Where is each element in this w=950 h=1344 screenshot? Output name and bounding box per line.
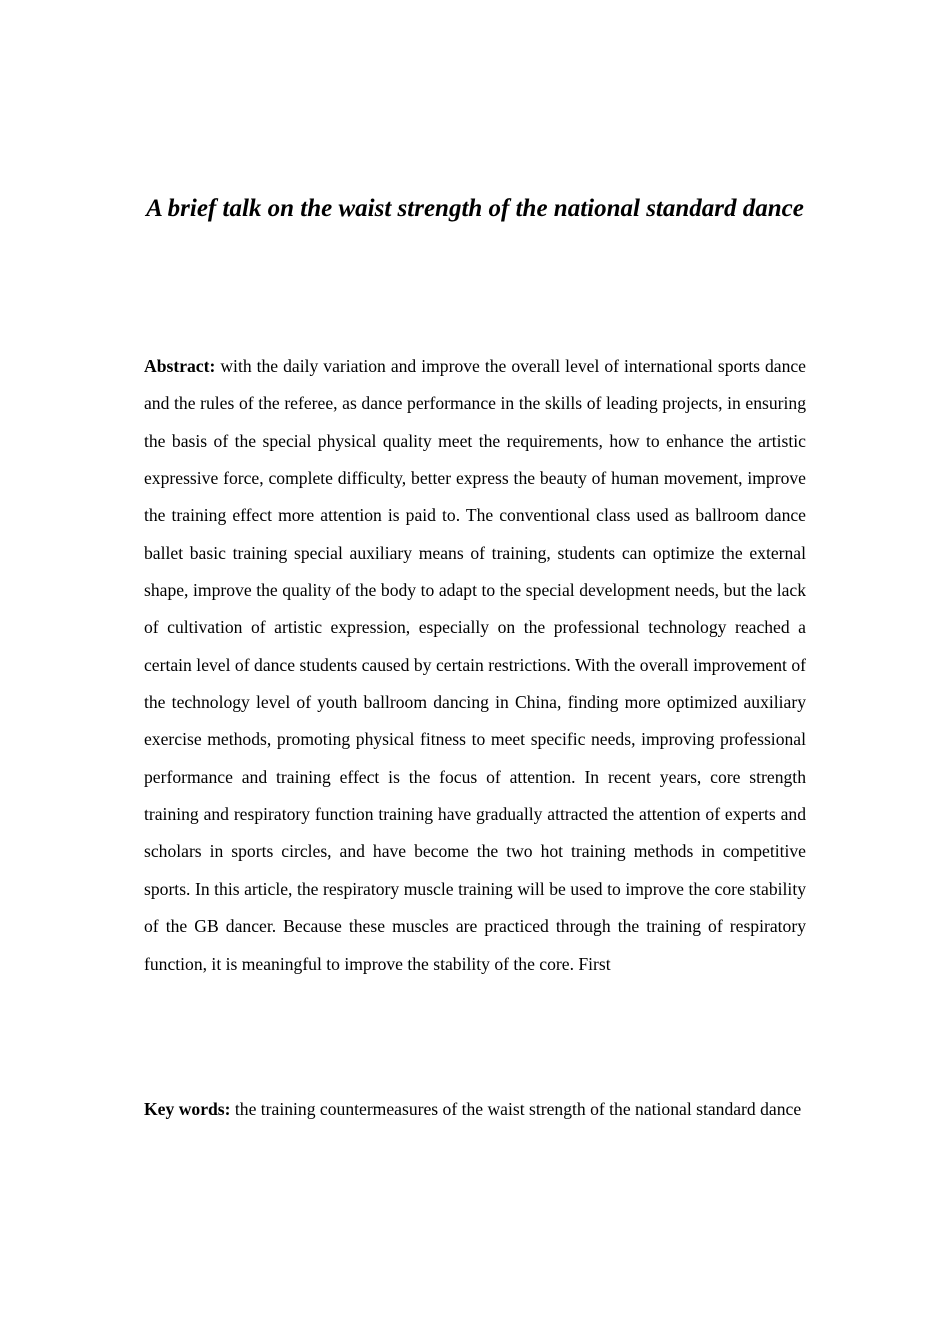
abstract-paragraph	[144, 348, 806, 983]
abstract-text: with the daily variation and improve the overall level of international sports dance and the rules of the referee, as dance performance in the skills of leading projects, in ensuring the basis of the special physical quality meet the requirements, how to enhance the artistic expressive force, complete difficulty, better express the beauty of human movement, improve the training effect more attention is paid to. The conventional class used as ballroom dance ballet basic training special auxiliary means of training, students can optimize the external shape, improve the quality of the body to adapt to the special development needs, but the lack of cultivation of artistic expression, especially on the professional technology reached a certain level of dance students caused by certain restrictions. With the overall improvement of the technology level of youth ballroom dancing in China, finding more optimized auxiliary exercise methods, promoting physical fitness to meet specific needs, improving professional performance and training effect is the focus of attention. In recent years, core strength training and respiratory function training have gradually attracted the attention of experts and scholars in sports circles, and have become the two hot training methods in competitive sports. In this article, the respiratory muscle training will be used to improve the core stability of the GB dancer. Because these muscles are practiced through the training of respiratory function, it is meaningful to improve the stability of the core. First	[144, 356, 806, 974]
abstract-label: Abstract:	[144, 356, 216, 376]
paper-title: A brief talk on the waist strength of the national standard dance	[146, 195, 804, 222]
keywords-label: Key words:	[144, 1099, 231, 1119]
keywords-paragraph	[144, 1091, 806, 1128]
keywords-text: the training countermeasures of the waist strength of the national standard dance	[234, 1099, 802, 1119]
